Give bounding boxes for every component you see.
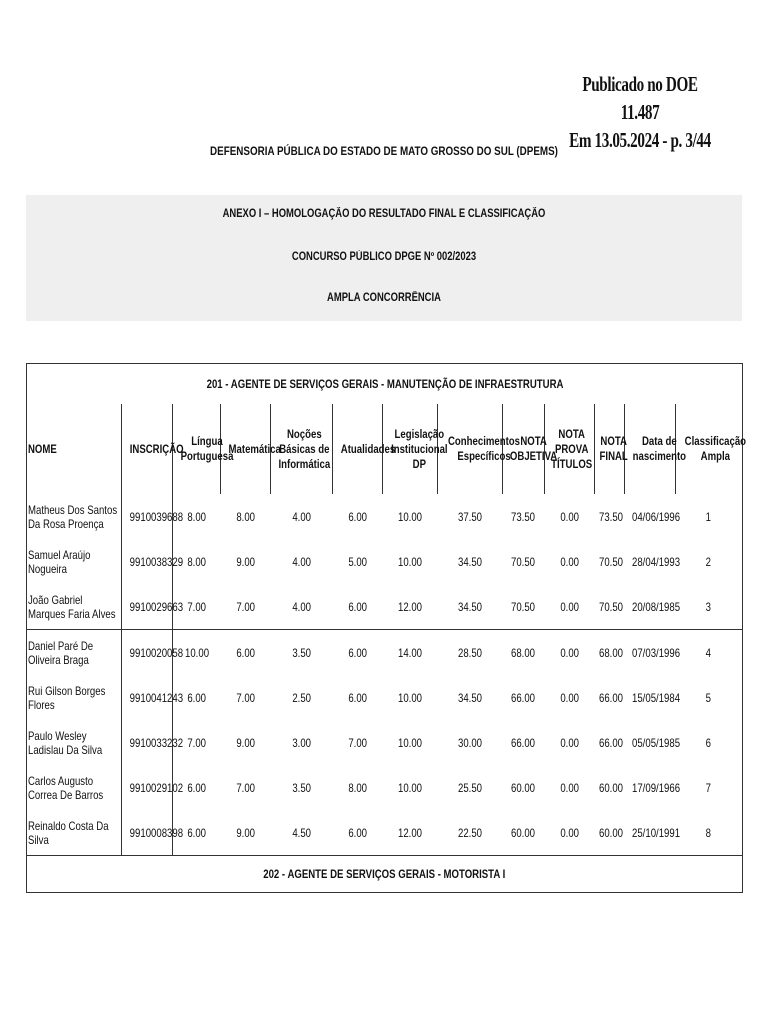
cell-nocoes: 4.50 [292,825,311,840]
cell-nocoes: 4.00 [292,554,311,569]
cell-matematica: 6.00 [221,630,271,676]
cell-classificacao: 8 [706,825,712,840]
cell-matematica: 7.00 [236,780,255,795]
annex-header-box [26,195,742,321]
cell-legislacao: 10.00 [397,735,423,750]
cell-lingua: 6.00 [187,690,207,705]
col-header-legislacao: Legislação Institucional DP [383,404,438,494]
cell-nome: Paulo Wesley Ladislau Da Silva [27,720,122,765]
cell-lingua: 8.00 [187,554,207,569]
cell-conhecimentos: 28.50 [438,630,503,676]
cell-inscricao: 9910039688 [122,494,173,539]
cell-nocoes: 2.50 [292,690,311,705]
cell-classificacao: 7 [706,780,712,795]
cell-nascimento: 04/06/1996 [631,509,680,524]
cell-legislacao: 10.00 [397,509,423,524]
col-header-nota-titulos: NOTA PROVA TÍTULOS [545,404,595,494]
cell-legislacao: 10.00 [397,690,423,705]
cell-nota-titulos: 0.00 [560,780,579,795]
cell-nome: João Gabriel Marques Faria Alves [27,584,122,630]
table-row [27,584,743,630]
annex-title: ANEXO I – HOMOLOGAÇÃO DO RESULTADO FINAL E CLASSIFICAÇÃO [222,208,546,220]
cell-nota-final: 60.00 [598,780,623,795]
cell-inscricao: 9910041243 [122,675,173,720]
category-title: AMPLA CONCORRÊNCIA [327,292,441,304]
cell-legislacao: 10.00 [397,554,423,569]
cell-conhecimentos: 25.50 [457,780,483,795]
cell-inscricao: 9910038329 [122,539,173,584]
cell-inscricao: 9910033232 [122,720,173,765]
cell-nocoes: 3.00 [292,735,311,750]
cell-legislacao: 12.00 [397,599,423,614]
cell-nascimento: 15/05/1984 [631,690,680,705]
cell-matematica: 9.00 [236,735,255,750]
cell-lingua: 7.00 [187,599,207,614]
table-row [27,720,743,765]
cell-classificacao: 3 [706,599,712,614]
cell-nota-objetiva: 60.00 [511,825,536,840]
table-row [27,630,743,676]
cell-matematica: 9.00 [236,825,255,840]
cell-conhecimentos: 30.00 [457,735,483,750]
cell-conhecimentos: 22.50 [457,825,483,840]
cell-nota-objetiva: 73.50 [511,509,536,524]
col-header-classificacao: Classificação Ampla [684,434,747,463]
col-header-nota-objetiva: NOTA OBJETIVA [503,404,545,494]
cell-inscricao: 9910029663 [122,584,173,630]
cell-conhecimentos: 37.50 [457,509,483,524]
cell-nota-final: 70.50 [598,599,623,614]
publication-stamp [568,70,712,154]
cell-atualidades: 6.00 [348,509,367,524]
col-header-nascimento: Data de nascimento [625,404,676,494]
cell-nome: Carlos Augusto Correa De Barros [27,765,122,810]
cell-matematica: 7.00 [236,690,255,705]
cell-nota-objetiva: 70.50 [511,599,536,614]
cell-conhecimentos: 34.50 [457,690,483,705]
col-header-atualidades: Atualidades [333,404,383,494]
cell-lingua: 6.00 [187,780,207,795]
cell-classificacao: 4 [676,630,743,676]
col-header-inscricao: INSCRIÇÃO [122,404,173,494]
cell-inscricao: 9910008398 [122,810,173,856]
cell-nota-final: 68.00 [595,630,625,676]
section-header-201: 201 - AGENTE DE SERVIÇOS GERAIS - MANUTENÇÃO DE INFRAESTRUTURA [27,364,743,405]
cell-nome: Matheus Dos Santos Da Rosa Proença [27,494,122,539]
cell-matematica: 9.00 [236,554,255,569]
cell-nota-objetiva: 68.00 [503,630,545,676]
cell-atualidades: 6.00 [348,825,367,840]
cell-nocoes: 4.00 [292,509,311,524]
table-row [27,675,743,720]
cell-nascimento: 25/10/1991 [631,825,680,840]
cell-nome: Rui Gilson Borges Flores [27,675,122,720]
cell-nota-titulos: 0.00 [560,509,579,524]
cell-lingua: 6.00 [187,825,207,840]
cell-nocoes: 3.50 [292,780,311,795]
organization-title: DEFENSORIA PÚBLICA DO ESTADO DE MATO GROSSO DO SUL (DPEMS) [210,144,558,158]
cell-nota-final: 70.50 [598,554,623,569]
cell-nome: Samuel Araújo Nogueira [27,539,122,584]
cell-nota-final: 66.00 [598,690,623,705]
cell-conhecimentos: 34.50 [457,599,483,614]
cell-atualidades: 6.00 [333,630,383,676]
cell-nota-titulos: 0.00 [560,735,579,750]
cell-nome: Reinaldo Costa Da Silva [27,810,122,856]
cell-matematica: 7.00 [236,599,255,614]
cell-atualidades: 6.00 [348,599,367,614]
col-header-lingua: Língua Portuguesa [173,404,221,494]
table-row [27,539,743,584]
cell-nota-titulos: 0.00 [560,599,579,614]
cell-nota-objetiva: 66.00 [511,735,536,750]
cell-matematica: 8.00 [236,509,255,524]
cell-nascimento: 05/05/1985 [631,735,680,750]
cell-nascimento: 20/08/1985 [631,599,680,614]
cell-nocoes: 3.50 [271,630,333,676]
cell-classificacao: 6 [706,735,712,750]
cell-nota-objetiva: 70.50 [511,554,536,569]
cell-inscricao: 9910029102 [122,765,173,810]
col-header-conhecimentos: Conhecimentos Específicos [438,404,503,494]
cell-nascimento: 17/09/1966 [631,780,680,795]
cell-inscricao: 9910020058 [122,630,173,676]
cell-nota-titulos: 0.00 [560,554,579,569]
cell-lingua: 8.00 [187,509,207,524]
col-header-nocoes: Noções Básicas de Informática [271,404,333,494]
cell-nota-objetiva: 66.00 [511,690,536,705]
cell-nocoes: 4.00 [292,599,311,614]
table-row [27,494,743,539]
cell-atualidades: 6.00 [348,690,367,705]
col-header-matematica: Matemática [221,404,271,494]
col-header-nota-final: NOTA FINAL [595,404,625,494]
table-row [27,810,743,856]
results-table [26,363,747,893]
cell-nota-final: 66.00 [598,735,623,750]
cell-legislacao: 14.00 [383,630,438,676]
cell-nota-objetiva: 60.00 [511,780,536,795]
cell-nota-titulos: 0.00 [545,630,595,676]
cell-classificacao: 1 [706,509,712,524]
col-header-nome: NOME [27,404,122,494]
cell-nascimento: 07/03/1996 [625,630,676,676]
cell-nota-titulos: 0.00 [560,825,579,840]
section-header-202: 202 - AGENTE DE SERVIÇOS GERAIS - MOTORISTA I [27,856,743,893]
cell-nome: Daniel Paré De Oliveira Braga [27,630,122,676]
cell-atualidades: 8.00 [348,780,367,795]
cell-atualidades: 7.00 [348,735,367,750]
cell-nascimento: 28/04/1993 [631,554,680,569]
cell-conhecimentos: 34.50 [457,554,483,569]
contest-title: CONCURSO PÚBLICO DPGE Nº 002/2023 [291,251,477,263]
table-row [27,765,743,810]
cell-nota-final: 60.00 [598,825,623,840]
cell-lingua: 7.00 [187,735,207,750]
cell-atualidades: 5.00 [348,554,367,569]
cell-classificacao: 5 [706,690,712,705]
cell-nota-titulos: 0.00 [560,690,579,705]
cell-nota-final: 73.50 [598,509,623,524]
cell-legislacao: 12.00 [397,825,423,840]
stamp-doe-line: Publicado no DOE 11.487 [582,72,698,124]
cell-lingua: 10.00 [173,630,221,676]
cell-legislacao: 10.00 [397,780,423,795]
cell-classificacao: 2 [706,554,712,569]
stamp-date-line: Em 13.05.2024 - p. 3/44 [569,128,711,152]
